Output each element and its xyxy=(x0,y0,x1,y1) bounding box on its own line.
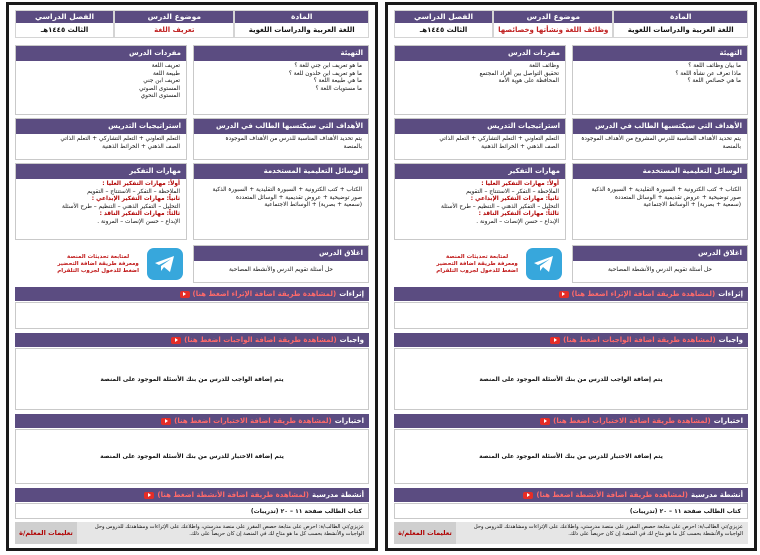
text-line: ما هو تعريف ابن خلدون للغة ؟ xyxy=(288,70,362,77)
teacher-instructions xyxy=(394,522,748,544)
youtube-icon[interactable] xyxy=(550,337,560,344)
term-label: الفصل الدراسي xyxy=(16,11,113,23)
activity-label: أنشطة مدرسية xyxy=(311,491,364,499)
enrich-area xyxy=(15,302,369,329)
closing-body: حل أسئلة تقويم الدرس والأنشطة المصاحبة xyxy=(228,267,334,273)
tests-bar[interactable] xyxy=(15,414,369,428)
activity-link[interactable]: (لمشاهدة طريقة اضافة الأنشطة اضغط هنا) xyxy=(536,491,688,499)
activity-link[interactable]: (لمشاهدة طريقة اضافة الأنشطة اضغط هنا) xyxy=(157,491,309,499)
telegram-icon[interactable] xyxy=(526,248,562,280)
skill-line: الإبداع – حسن الإنصات – المرونة . xyxy=(476,218,559,225)
plan-header xyxy=(15,10,369,38)
text-line: المستوى الصوتي xyxy=(139,85,180,92)
homework-area: يتم إضافة الواجب للدرس من بنك الأسئلة الموجود على المنصة xyxy=(394,348,748,410)
text-line: وظائف اللغة xyxy=(529,63,559,69)
plan-header xyxy=(394,10,748,38)
teacher-instructions xyxy=(15,522,369,544)
youtube-icon[interactable] xyxy=(180,291,190,298)
intro-title: التهيئة xyxy=(194,46,368,61)
term-value: الثالث ١٤٤٥هـ xyxy=(419,26,468,34)
text-line: تعريف ابن جني xyxy=(143,78,180,85)
homework-label: واجبات xyxy=(339,336,364,344)
subject-value: اللغة العربية والدراسات اللغوية xyxy=(248,26,355,34)
intro-title: التهيئة xyxy=(573,46,747,61)
homework-bar[interactable] xyxy=(15,333,369,347)
homework-label: واجبات xyxy=(718,336,743,344)
strategies-title: استراتيجيات التدريس xyxy=(16,119,186,134)
skill-line: التحليل – التفكير الذهني – التنظيم – طرح الأسئلة xyxy=(62,203,180,210)
text-line: بالمنصة xyxy=(343,143,362,150)
text-line: التعلم التعاوني + التعلم التشاركي + التعلم الذاتي xyxy=(60,136,180,142)
text-line: المحافظة على هوية الأمة xyxy=(498,78,559,85)
instructions-text: عزيزي/تي الطالب/ة: احرص على متابعة حصص المقرر على منصة مدرستي، واطلاعك على الإثراءات ومشاهدتك للدروس وحل الواجبات والأنشطة بحسب كل ما هو متاح لك في المنصة إن كان حريصاً على ذلك. xyxy=(456,522,748,544)
skill-heading: ثانياً: مهارات التفكير الإبداعي : xyxy=(470,196,559,203)
text-line: ومعرفة طريقة اضافة التحضير xyxy=(436,260,518,267)
vocab-title: مفردات الدرس xyxy=(16,46,186,61)
thinking-box xyxy=(15,163,187,240)
vocab-title: مفردات الدرس xyxy=(395,46,565,61)
closing-title: اغلاق الدرس xyxy=(573,246,747,261)
media-title: الوسائل التعليمية المستخدمة xyxy=(573,164,747,179)
text-line: ما هي طبيعة اللغة ؟ xyxy=(313,78,362,85)
text-line: ومعرفة طريقة اضافة التحضير xyxy=(57,260,139,267)
text-line: (سمعية + بصرية) + الوسائط الاجتماعية xyxy=(643,202,741,209)
text-line: (سمعية + بصرية) + الوسائط الاجتماعية xyxy=(264,202,362,209)
tests-link[interactable]: (لمشاهدة طريقة اضافة الاختبارات اضغط هنا) xyxy=(553,417,711,425)
homework-link[interactable]: (لمشاهدة طريقة اضافة الواجبات اضغط هنا) xyxy=(184,336,337,344)
skill-heading: أولاً: مهارات التفكير العليا : xyxy=(481,181,559,187)
skill-heading: أولاً: مهارات التفكير العليا : xyxy=(102,181,180,187)
activity-label: أنشطة مدرسية xyxy=(690,491,743,499)
closing-title: اغلاق الدرس xyxy=(194,246,368,261)
text-line: التعلم التعاوني + التعلم التشاركي + التعلم الذاتي xyxy=(439,136,559,142)
youtube-icon[interactable] xyxy=(559,291,569,298)
text-line: تعريف اللغة xyxy=(151,63,180,69)
thinking-body xyxy=(16,179,186,229)
term-value: الثالث ١٤٤٥هـ xyxy=(40,26,89,34)
subject-label: المادة xyxy=(614,11,747,23)
strategies-title: استراتيجيات التدريس xyxy=(395,119,565,134)
youtube-icon[interactable] xyxy=(171,337,181,344)
vocab-box xyxy=(15,45,187,115)
term-label: الفصل الدراسي xyxy=(395,11,492,23)
thinking-box xyxy=(394,163,566,240)
thinking-title: مهارات التفكير xyxy=(395,164,565,179)
topic-cell xyxy=(114,10,234,38)
subject-cell xyxy=(613,10,748,38)
tests-label: اختبارات xyxy=(713,417,743,425)
text-line: ما مستويات اللغة ؟ xyxy=(315,85,362,92)
closing-box xyxy=(193,245,369,283)
media-body xyxy=(194,179,368,212)
tests-area: يتم إضافة الاختبار للدرس من بنك الأسئلة الموجود على المنصة xyxy=(15,429,369,484)
intro-box xyxy=(572,45,748,115)
activity-area: كتاب الطالب صفحة ١١ – ٢٠ (تدريبات) xyxy=(15,503,369,519)
text-line: الكتاب + كتب الكترونية + السبورة التقليدية + السبورة الذكية xyxy=(591,187,741,193)
vocab-box xyxy=(394,45,566,115)
homework-area: يتم إضافة الواجب للدرس من بنك الأسئلة الموجود على المنصة xyxy=(15,348,369,410)
goals-box xyxy=(193,118,369,160)
topic-value: وظائف اللغة ونشأتها وخصائصها xyxy=(498,26,609,34)
text-line: الصف الذهني + الخرائط الذهنية xyxy=(102,143,180,150)
text-line: ما بيان وظائف اللغة ؟ xyxy=(688,63,741,69)
text-line: الصف الذهني + الخرائط الذهنية xyxy=(481,143,559,150)
text-line: اضغط للدخول لجروب التلقرام xyxy=(436,267,518,274)
strategies-body xyxy=(16,134,186,153)
instructions-label: تعليمات المعلم/ة xyxy=(394,522,456,544)
skill-line: الملاحظة – التفكر – الاستنتاج – التقويم xyxy=(466,188,559,195)
thinking-title: مهارات التفكير xyxy=(16,164,186,179)
vocab-body xyxy=(395,61,565,88)
text-line: ما هي خصائص اللغة ؟ xyxy=(687,78,741,85)
media-box xyxy=(572,163,748,240)
term-cell xyxy=(394,10,493,38)
skill-heading: ثانياً: مهارات التفكير الإبداعي : xyxy=(91,196,180,203)
text-line: بالمنصة xyxy=(722,143,741,150)
thinking-body xyxy=(395,179,565,229)
telegram-promo[interactable] xyxy=(21,245,183,283)
closing-box xyxy=(572,245,748,283)
activity-area: كتاب الطالب صفحة ١١ – ٢٠ (تدريبات) xyxy=(394,503,748,519)
goals-body xyxy=(194,134,368,153)
text-line: لمتابعة تحديثات المنصة xyxy=(67,253,130,260)
homework-bar[interactable] xyxy=(394,333,748,347)
text-line: صور توضيحية + عروض تقديمية + الوسائل المتعددة xyxy=(235,194,362,201)
enrich-label: إثراءات xyxy=(339,290,364,298)
media-body xyxy=(573,179,747,212)
topic-label: موضوع الدرس xyxy=(494,11,612,23)
intro-body xyxy=(573,61,747,88)
text-line: لمتابعة تحديثات المنصة xyxy=(446,253,509,260)
text-line: صور توضيحية + عروض تقديمية + الوسائل المتعددة xyxy=(614,194,741,201)
lesson-plan-page xyxy=(6,2,378,551)
promo-text[interactable] xyxy=(57,254,139,275)
text-line: يتم تحديد الأهداف المناسبة للدرس من الأهداف الموجودة xyxy=(225,136,362,142)
text-line: المستوى النحوي xyxy=(140,93,180,100)
intro-body xyxy=(194,61,368,95)
subject-value: اللغة العربية والدراسات اللغوية xyxy=(627,26,734,34)
enrich-link[interactable]: (لمشاهدة طريقة اضافة الإثراء اضغط هنا) xyxy=(192,290,337,298)
enrich-area xyxy=(394,302,748,329)
goals-body xyxy=(573,134,747,153)
media-title: الوسائل التعليمية المستخدمة xyxy=(194,164,368,179)
subject-label: المادة xyxy=(235,11,368,23)
vocab-body xyxy=(16,61,186,103)
homework-link[interactable]: (لمشاهدة طريقة اضافة الواجبات اضغط هنا) xyxy=(563,336,716,344)
goals-title: الأهداف التي سيكتسبها الطالب في الدرس xyxy=(573,119,747,134)
text-line: اضغط للدخول لجروب التلقرام xyxy=(57,267,139,274)
enrich-bar[interactable] xyxy=(15,287,369,301)
topic-cell xyxy=(493,10,613,38)
promo-text[interactable] xyxy=(436,254,518,275)
youtube-icon[interactable] xyxy=(523,492,533,499)
youtube-icon[interactable] xyxy=(161,418,171,425)
strategies-box xyxy=(394,118,566,160)
text-line: طبيعة اللغة xyxy=(152,70,180,77)
activity-bar[interactable] xyxy=(15,488,369,502)
closing-body: حل أسئلة تقويم الدرس والأنشطة المصاحبة xyxy=(607,267,713,273)
text-line: يتم تحديد الأهداف المناسبة للدرس المشروع من الأهداف الموجودة xyxy=(581,136,741,142)
text-line: تحقيق التواصل بين أفراد المجتمع xyxy=(479,70,559,77)
skill-line: الإبداع – حسن الإنصات – المرونة . xyxy=(97,218,180,225)
skill-line: الملاحظة – التفكر – الاستنتاج – التقويم xyxy=(87,188,180,195)
topic-value: تعريف اللغة xyxy=(154,26,195,34)
text-line: ماذا تعرف عن نشأة اللغة ؟ xyxy=(675,70,741,77)
goals-title: الأهداف التي سيكتسبها الطالب في الدرس xyxy=(194,119,368,134)
term-cell xyxy=(15,10,114,38)
text-line: الكتاب + كتب الكترونية + السبورة التقليدية + السبورة الذكية xyxy=(212,187,362,193)
topic-label: موضوع الدرس xyxy=(115,11,233,23)
media-box xyxy=(193,163,369,240)
skill-heading: ثالثاً: مهارات التفكير الناقد : xyxy=(99,211,180,218)
strategies-box xyxy=(15,118,187,160)
enrich-label: إثراءات xyxy=(718,290,743,298)
youtube-icon[interactable] xyxy=(540,418,550,425)
text-line: ما هو تعريف ابن جني للغة ؟ xyxy=(294,63,362,69)
activity-bar[interactable] xyxy=(394,488,748,502)
skill-heading: ثالثاً: مهارات التفكير الناقد : xyxy=(478,211,559,218)
telegram-icon[interactable] xyxy=(147,248,183,280)
subject-cell xyxy=(234,10,369,38)
enrich-bar[interactable] xyxy=(394,287,748,301)
lesson-plan-page xyxy=(385,2,757,551)
telegram-promo[interactable] xyxy=(400,245,562,283)
instructions-text: عزيزي/تي الطالب/ة: احرص على متابعة حصص المقرر على منصة مدرستي، واطلاعك على الإثراءات ومشاهدتك للدروس وحل الواجبات والأنشطة بحسب كل ما هو متاح لك في المنصة إن كان حريصاً على ذلك. xyxy=(77,522,369,544)
skill-line: التحليل – التفكير الذهني – التنظيم – طرح الأسئلة xyxy=(441,203,559,210)
tests-bar[interactable] xyxy=(394,414,748,428)
tests-link[interactable]: (لمشاهدة طريقة اضافة الاختبارات اضغط هنا) xyxy=(174,417,332,425)
goals-box xyxy=(572,118,748,160)
tests-label: اختبارات xyxy=(334,417,364,425)
strategies-body xyxy=(395,134,565,153)
youtube-icon[interactable] xyxy=(144,492,154,499)
instructions-label: تعليمات المعلم/ة xyxy=(15,522,77,544)
enrich-link[interactable]: (لمشاهدة طريقة اضافة الإثراء اضغط هنا) xyxy=(571,290,716,298)
tests-area: يتم إضافة الاختبار للدرس من بنك الأسئلة الموجود على المنصة xyxy=(394,429,748,484)
intro-box xyxy=(193,45,369,115)
